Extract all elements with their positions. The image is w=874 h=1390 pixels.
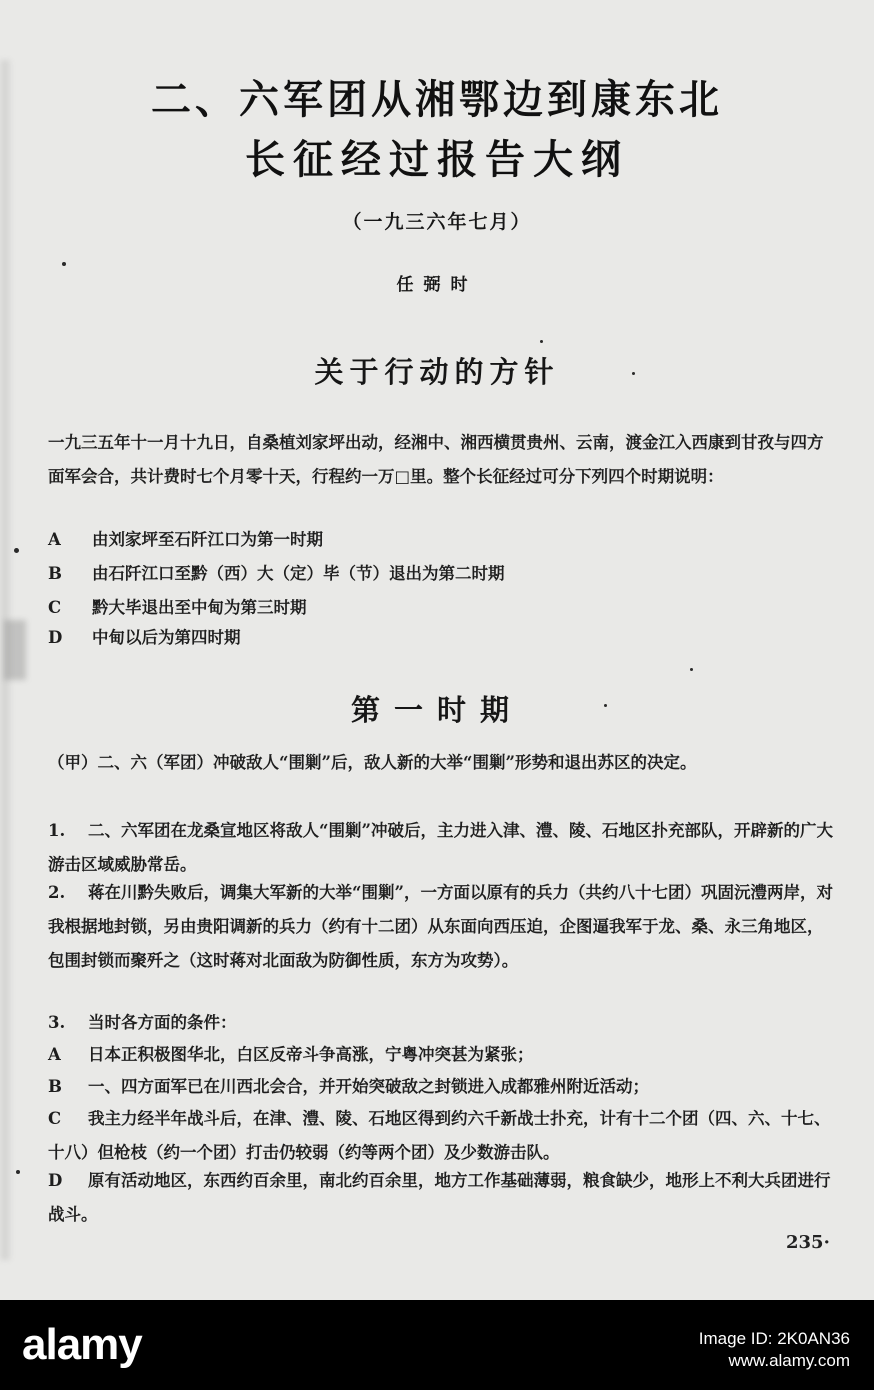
period-text: 中甸以后为第四时期: [92, 628, 241, 647]
period-item: [48, 526, 838, 550]
condition-item: [48, 1164, 838, 1232]
scan-speck: [62, 262, 66, 266]
point-text: 二、六军团在龙桑宣地区将敌人“围剿”冲破后，主力进入津、澧、陵、石地区扑充部队，开辟新的广大游击区域威胁常岳。: [48, 821, 833, 874]
point-text: 当时各方面的条件：: [88, 1013, 237, 1032]
condition-text: 原有活动地区，东西约百余里，南北约百余里，地方工作基础薄弱，粮食缺少，地形上不利大兵团进行战斗。: [48, 1171, 831, 1224]
condition-mark: A: [48, 1045, 61, 1064]
document-date: （一九三六年七月）: [342, 211, 532, 233]
document-title-line2: 长征经过报告大纲: [245, 136, 629, 183]
scan-speck: [690, 668, 693, 671]
condition-text: 日本正积极图华北，白区反帝斗争高涨，宁粤冲突甚为紧张；: [88, 1045, 534, 1064]
subsection-heading: （甲）二、六（军团）冲破敌人“围剿”后，敌人新的大举“围剿”形势和退出苏区的决定。: [48, 753, 697, 772]
page-number: 235·: [786, 1232, 830, 1253]
document-author: 任弼时: [396, 275, 478, 295]
scan-edge-shadow: [0, 60, 10, 1260]
condition-text: 我主力经半年战斗后，在津、澧、陵、石地区得到约六千新战士扑充，计有十二个团（四、六、十七、十八）但枪枝（约一个团）打击仍较弱（约等两个团）及少数游击队。: [48, 1109, 831, 1162]
scan-speck: [16, 1170, 20, 1174]
period-mark: D: [48, 628, 63, 647]
point-paragraph: [48, 1006, 838, 1040]
scan-speck: [14, 548, 19, 553]
image-id-label: [699, 1328, 850, 1372]
section-heading-first-period: 第一时期: [350, 693, 523, 727]
period-item: [48, 560, 838, 584]
condition-item: [48, 1102, 838, 1170]
point-mark: 1.: [48, 821, 66, 840]
section-heading-policy: 关于行动的方针: [314, 355, 560, 389]
point-mark: 2.: [48, 883, 66, 902]
period-mark: C: [48, 598, 62, 617]
condition-text: 一、四方面军已在川西北会合，并开始突破敌之封锁进入成都雅州附近活动；: [88, 1077, 649, 1096]
period-mark: B: [48, 564, 62, 583]
scan-speck: [540, 340, 543, 343]
point-text: 蒋在川黔失败后，调集大军新的大举“围剿”，一方面以原有的兵力（共约八十七团）巩固沅澧两岸，对我根据地封锁，另由贵阳调新的兵力（约有十二团）从东面向西压迫，企图逼我军于龙、桑、永三角地区，包围封锁而聚歼之（这时蒋对北面敌为防御性质，东方为攻势）。: [48, 883, 833, 970]
condition-mark: C: [48, 1109, 62, 1128]
period-item: [48, 624, 838, 648]
period-text: 由石阡江口至黔（西）大（定）毕（节）退出为第二时期: [92, 564, 505, 583]
point-paragraph: [48, 814, 838, 882]
condition-mark: B: [48, 1077, 62, 1096]
intro-paragraph: 一九三五年十一月十九日，自桑植刘家坪出动，经湘中、湘西横贯贵州、云南，渡金江入西康到甘孜与四方面军会合，共计费时七个月零十天，行程约一万□里。整个长征经过可分下列四个时期说明：: [48, 433, 824, 486]
period-text: 由刘家坪至石阡江口为第一时期: [92, 530, 323, 549]
period-text: 黔大毕退出至中甸为第三时期: [92, 598, 307, 617]
period-mark: A: [48, 530, 61, 549]
condition-item: [48, 1038, 838, 1072]
condition-item: [48, 1070, 838, 1104]
site-url-text: www.alamy.com: [728, 1351, 850, 1370]
point-paragraph: [48, 876, 838, 978]
period-item: [48, 594, 838, 618]
point-mark: 3.: [48, 1013, 66, 1032]
condition-mark: D: [48, 1171, 63, 1190]
image-id-text: Image ID: 2K0AN36: [698, 1329, 850, 1348]
alamy-logo: alamy: [22, 1320, 142, 1369]
document-title-line1: 二、六军团从湘鄂边到康东北: [151, 76, 723, 123]
